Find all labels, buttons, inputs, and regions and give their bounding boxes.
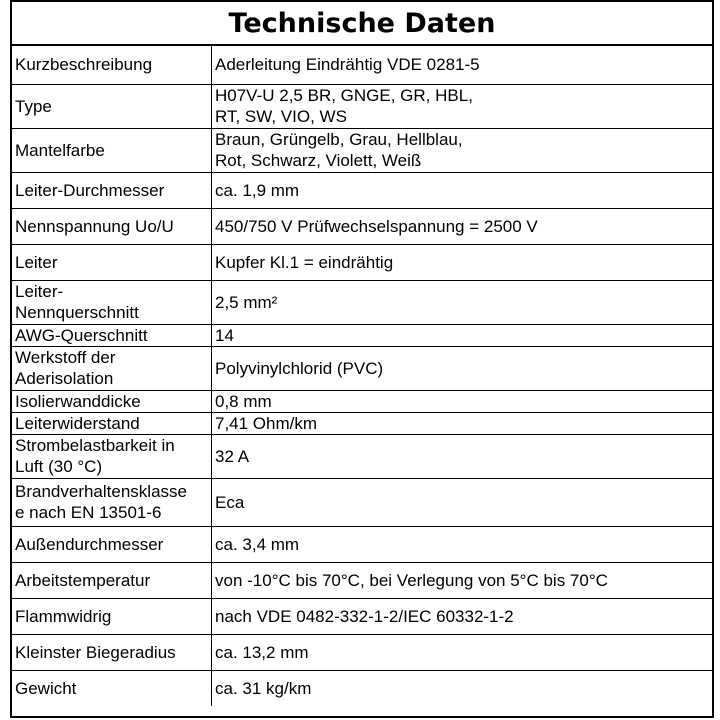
spec-row [12,478,712,526]
spec-label: AWG-Querschnitt [12,324,212,346]
spec-row [12,84,712,128]
spec-label: Isolierwanddicke [12,390,212,412]
spec-label: Strombelastbarkeit in Luft (30 °C) [12,434,212,478]
spec-label: Leiter-Durchmesser [12,172,212,208]
spec-row [12,46,712,84]
spec-table-body [12,46,712,706]
sheet-title: Technische Daten [12,2,712,46]
spec-row [12,128,712,172]
spec-value: ca. 13,2 mm [212,634,713,670]
spec-row [12,412,712,434]
spec-row [12,634,712,670]
spec-row [12,244,712,280]
spec-label: Leiterwiderstand [12,412,212,434]
spec-row [12,324,712,346]
spec-label: Type [12,84,212,128]
spec-row [12,346,712,390]
spec-value: ca. 1,9 mm [212,172,713,208]
spec-label: Kurzbeschreibung [12,46,212,84]
spec-label: Nennspannung Uo/U [12,208,212,244]
spec-table [12,46,712,706]
spec-label: Brandverhaltensklasse e nach EN 13501-6 [12,478,212,526]
spec-value: 32 A [212,434,713,478]
spec-value: 2,5 mm² [212,280,713,324]
spec-row [12,670,712,706]
technical-data-sheet [10,0,714,718]
spec-value: ca. 31 kg/km [212,670,713,706]
spec-label: Außendurchmesser [12,526,212,562]
spec-row [12,280,712,324]
spec-row [12,208,712,244]
spec-value: 450/750 V Prüfwechselspannung = 2500 V [212,208,713,244]
spec-value: nach VDE 0482-332-1-2/IEC 60332-1-2 [212,598,713,634]
spec-value: Kupfer Kl.1 = eindrähtig [212,244,713,280]
spec-label: Arbeitstemperatur [12,562,212,598]
spec-label: Flammwidrig [12,598,212,634]
spec-value: 0,8 mm [212,390,713,412]
spec-label: Kleinster Biegeradius [12,634,212,670]
spec-row [12,390,712,412]
spec-value: 14 [212,324,713,346]
spec-value: ca. 3,4 mm [212,526,713,562]
spec-label: Leiter [12,244,212,280]
spec-value: Eca [212,478,713,526]
spec-label: Werkstoff der Aderisolation [12,346,212,390]
spec-label: Leiter- Nennquerschnitt [12,280,212,324]
spec-row [12,562,712,598]
spec-label: Mantelfarbe [12,128,212,172]
spec-row [12,598,712,634]
spec-value: Braun, Grüngelb, Grau, Hellblau, Rot, Schwarz, Violett, Weiß [212,128,713,172]
spec-row [12,172,712,208]
spec-value: Polyvinylchlorid (PVC) [212,346,713,390]
spec-row [12,526,712,562]
spec-label: Gewicht [12,670,212,706]
spec-value: 7,41 Ohm/km [212,412,713,434]
spec-row [12,434,712,478]
spec-value: Aderleitung Eindrähtig VDE 0281-5 [212,46,713,84]
spec-value: H07V-U 2,5 BR, GNGE, GR, HBL, RT, SW, VIO, WS [212,84,713,128]
spec-value: von -10°C bis 70°C, bei Verlegung von 5°C bis 70°C [212,562,713,598]
